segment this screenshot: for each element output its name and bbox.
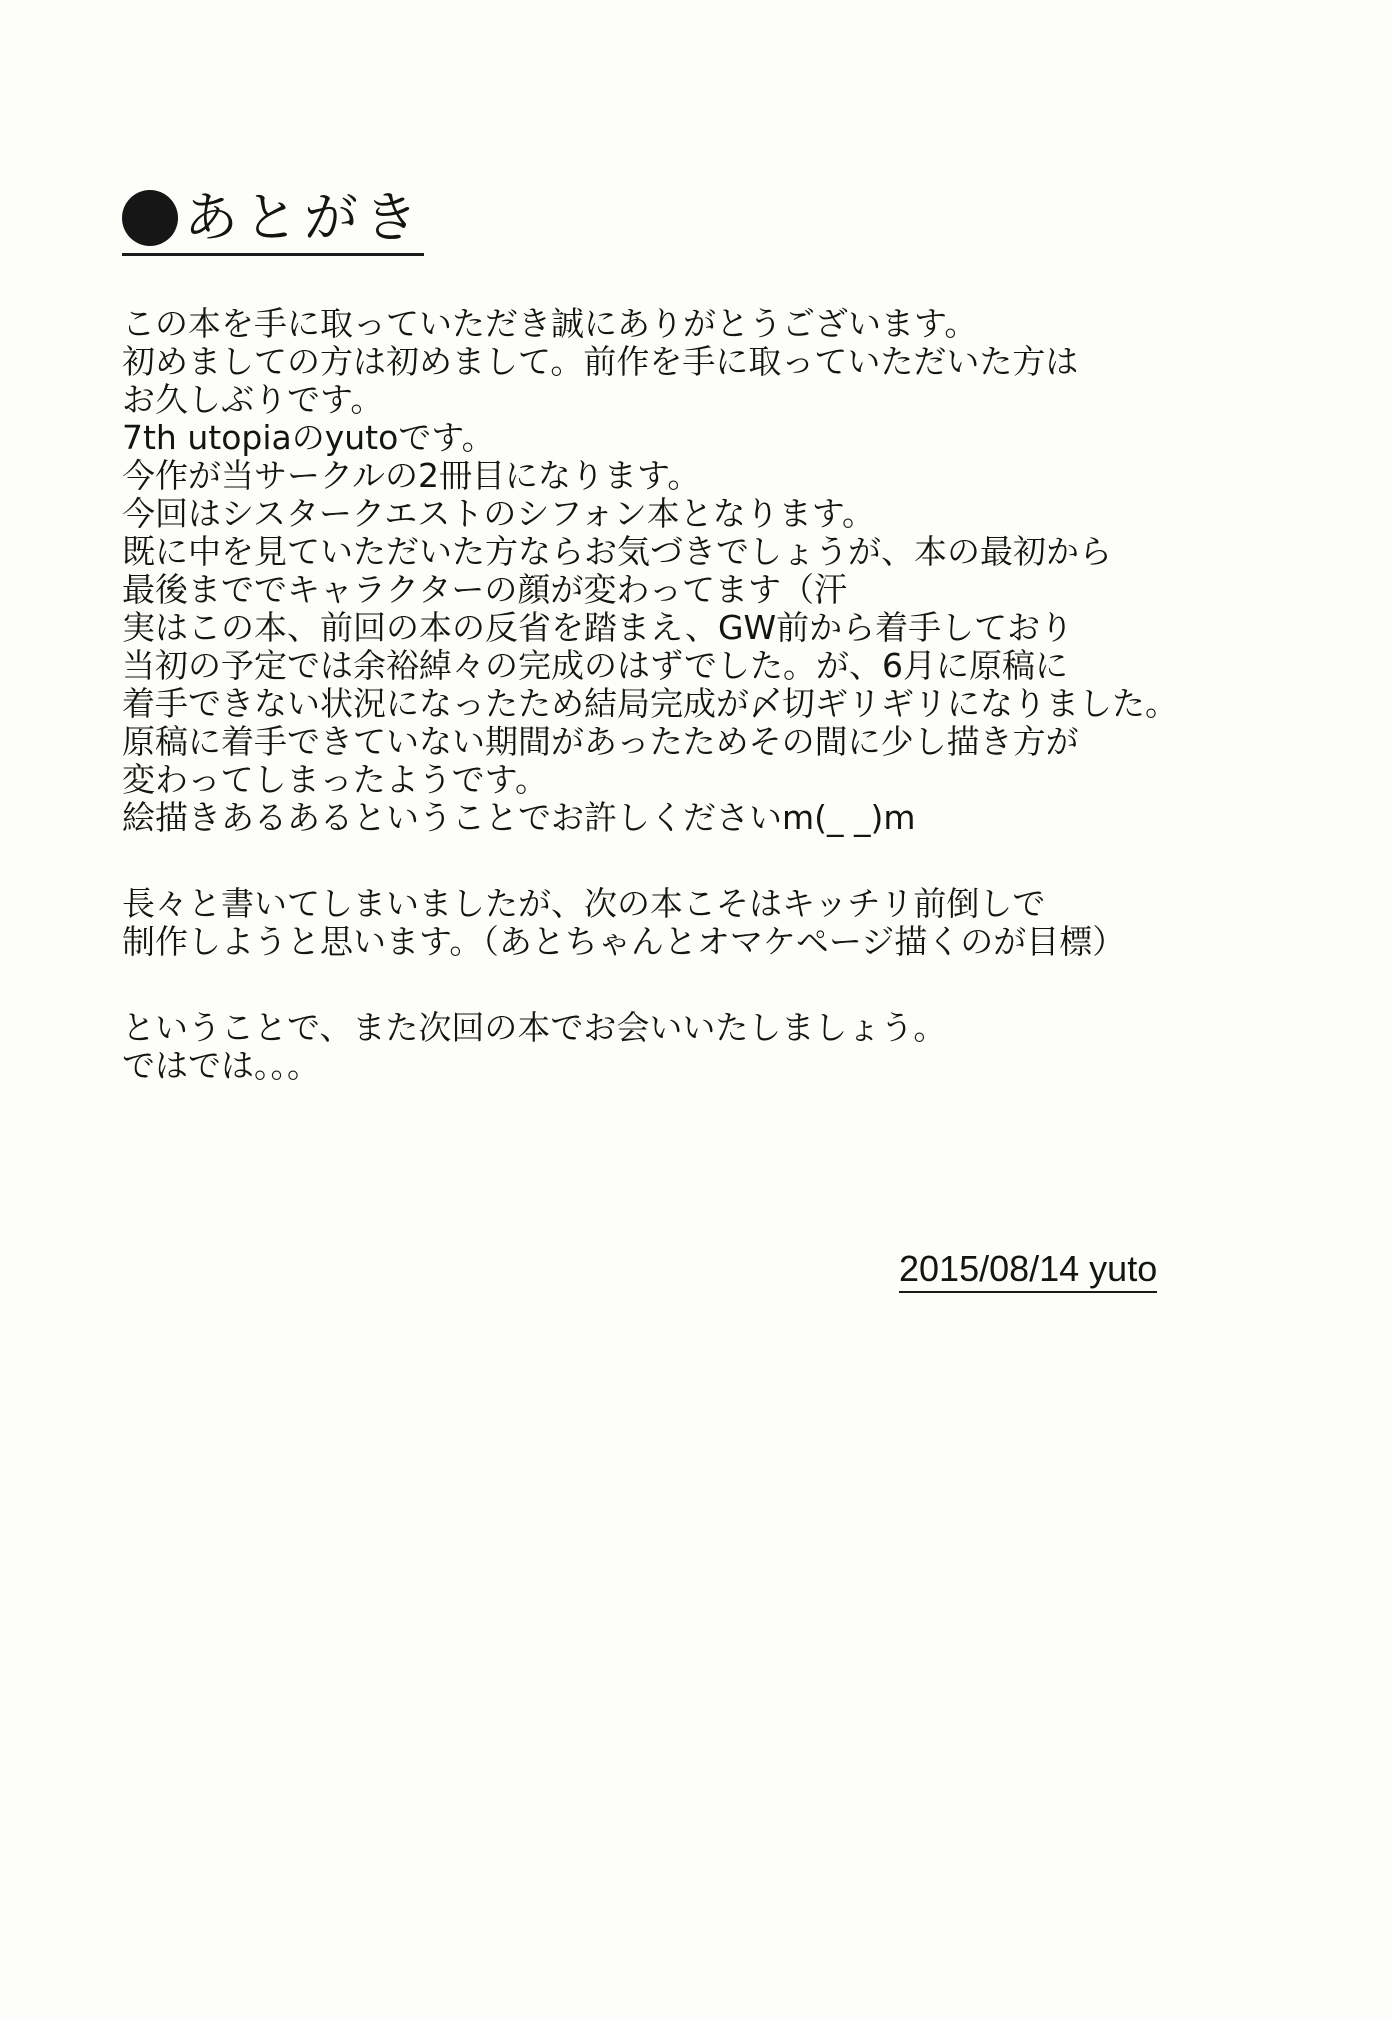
text-line: 既に中を見ていただいた方ならお気づきでしょうが、本の最初から — [122, 533, 1322, 571]
text-line: 実はこの本、前回の本の反省を踏まえ、GW前から着手しており — [122, 609, 1322, 647]
text-line: 着手できない状況になったため結局完成が〆切ギリギリになりました。 — [122, 685, 1322, 723]
text-line: 制作しようと思います。（あとちゃんとオマケページ描くのが目標） — [122, 923, 1322, 961]
black-circle-bullet-icon — [122, 190, 178, 246]
text-line: お久しぶりです。 — [122, 381, 1322, 419]
text-line: 原稿に着手できていない期間があったためその間に少し描き方が — [122, 723, 1322, 761]
text-line: 当初の予定では余裕綽々の完成のはずでした。が、6月に原稿に — [122, 647, 1322, 685]
text-line: 7th utopiaのyutoです。 — [122, 419, 1322, 457]
text-line: 今作が当サークルの2冊目になります。 — [122, 457, 1322, 495]
text-line: 最後まででキャラクターの顔が変わってます（汗 — [122, 571, 1322, 609]
date-signature: 2015/08/14 yuto — [899, 1248, 1157, 1293]
heading-title: あとがき — [184, 186, 424, 249]
paragraph-gap — [122, 961, 1322, 1009]
text-line: 絵描きあるあるということでお許しくださいm(_ _)m — [122, 799, 1322, 837]
afterword-heading — [122, 185, 424, 256]
text-line: ではでは。。。 — [122, 1047, 1322, 1085]
text-line: 長々と書いてしまいましたが、次の本こそはキッチリ前倒しで — [122, 885, 1322, 923]
afterword-body — [122, 305, 1322, 1085]
text-line: 初めましての方は初めまして。前作を手に取っていただいた方は — [122, 343, 1322, 381]
text-line: 変わってしまったようです。 — [122, 761, 1322, 799]
text-line: この本を手に取っていただき誠にありがとうございます。 — [122, 305, 1322, 343]
text-line: ということで、また次回の本でお会いいたしましょう。 — [122, 1009, 1322, 1047]
paragraph-gap — [122, 837, 1322, 885]
text-line: 今回はシスタークエストのシフォン本となります。 — [122, 495, 1322, 533]
